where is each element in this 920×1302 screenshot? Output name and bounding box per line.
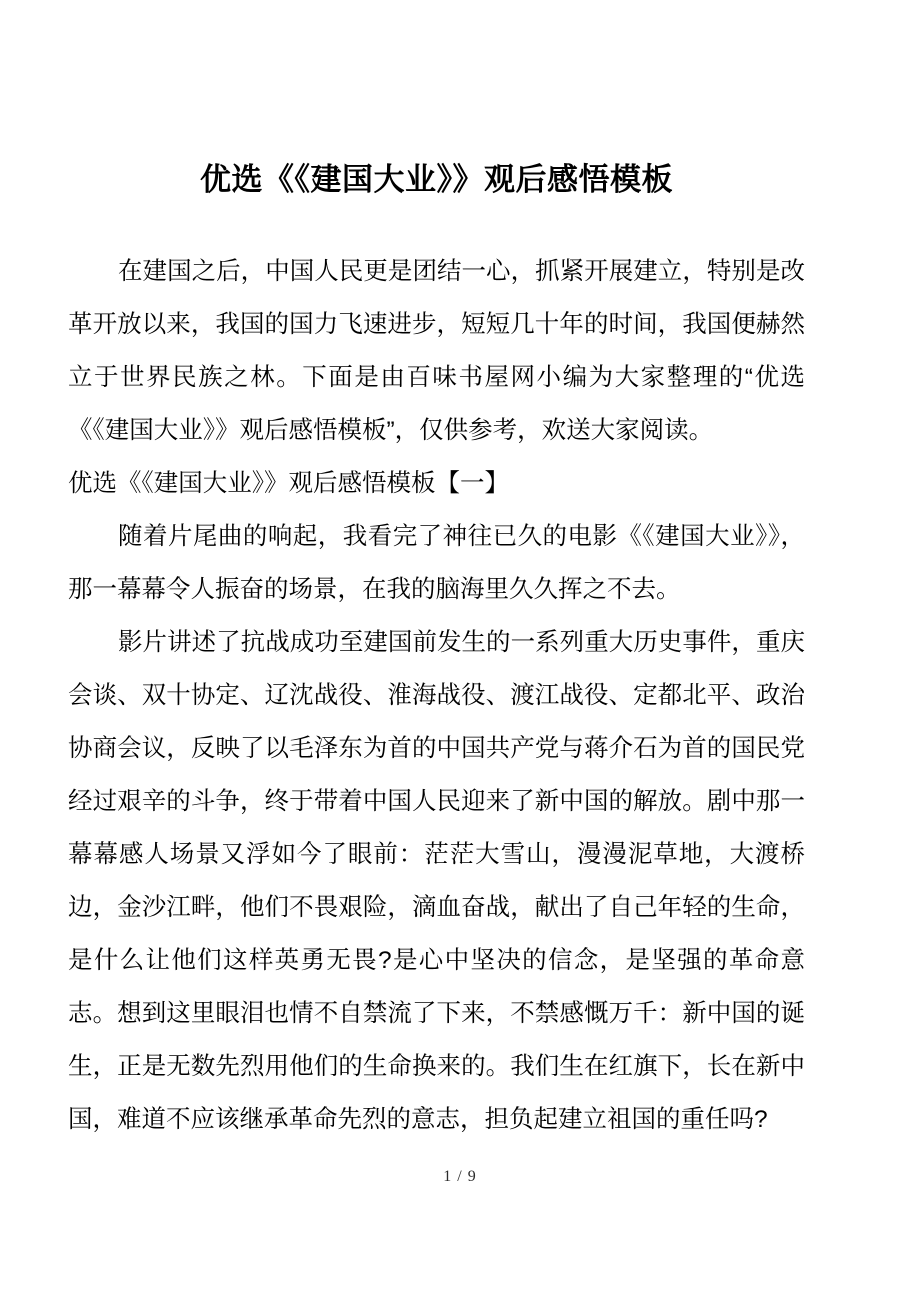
page-footer — [0, 1168, 920, 1186]
paragraph-body-2: 影片讲述了抗战成功至建国前发生的一系列重大历史事件，重庆会谈、双十协定、辽沈战役、淮海战役、渡江战役、定都北平、政治协商会议，反映了以毛泽东为首的中国共产党与蒋介石为首的国民党经过艰辛的斗争，终于带着中国人民迎来了新中国的解放。剧中那一幕幕感人场景又浮如今了眼前：茫茫大雪山，漫漫泥草地，大渡桥边，金沙江畔，他们不畏艰险，滴血奋战，献出了自己年轻的生命，是什么让他们这样英勇无畏?是心中坚决的信念，是坚强的革命意志。想到这里眼泪也情不自禁流了下来，不禁感慨万千：新中国的诞生，正是无数先烈用他们的生命换来的。我们生在红旗下，长在新中国，难道不应该继承革命先烈的意志，担负起建立祖国的重任吗? — [68, 629, 805, 1133]
paragraph-intro: 在建国之后，中国人民更是团结一心，抓紧开展建立，特别是改革开放以来，我国的国力飞速进步，短短几十年的时间，我国便赫然立于世界民族之林。下面是由百味书屋网小编为大家整理的“优选《《建国大业》》观后感悟模板”，仅供参考，欢送大家阅读。 — [68, 258, 805, 444]
paragraph-body-1: 随着片尾曲的响起，我看完了神往已久的电影《《建国大业》》，那一幕幕令人振奋的场景，在我的脑海里久久挥之不去。 — [68, 523, 805, 603]
page-number: 1 / 9 — [443, 1168, 477, 1185]
section-subheading: 优选《《建国大业》》观后感悟模板【一】 — [68, 470, 509, 497]
document-content — [68, 0, 805, 1146]
title-spacer — [68, 200, 805, 245]
page-title: 优选《《建国大业》》观后感悟模板 — [200, 162, 673, 197]
